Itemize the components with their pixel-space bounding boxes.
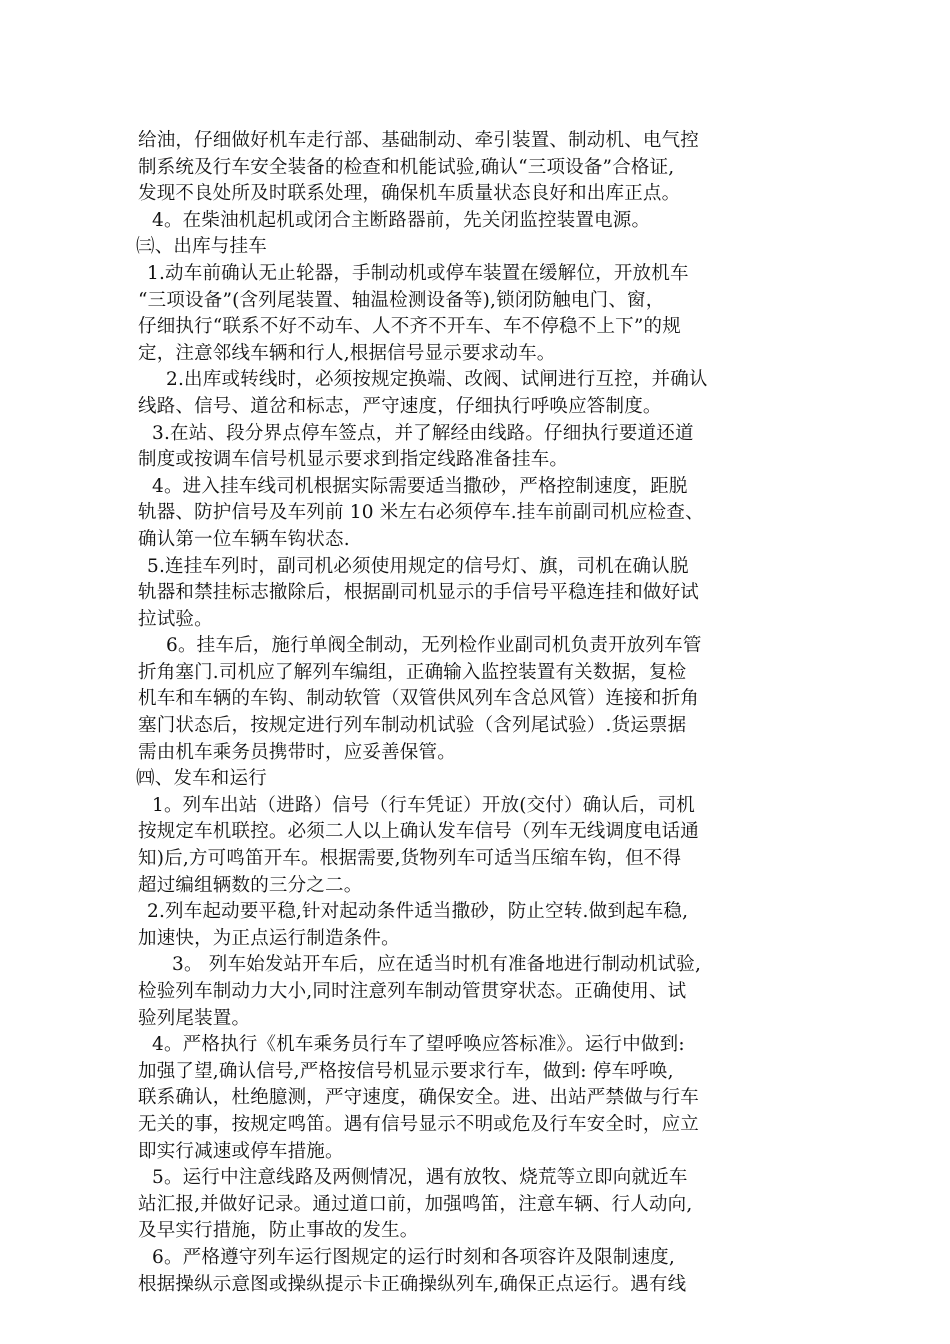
section-heading: ㈣、发车和运行	[136, 768, 267, 790]
text-line: 给油，仔细做好机车走行部、基础制动、牵引装置、制动机、电气控	[138, 130, 700, 151]
text-line: 5。运行中注意线路及两侧情况，遇有放牧、烧荒等立即向就近车	[152, 1167, 688, 1189]
text-line: 线路、信号、道岔和标志，严守速度，仔细执行呼唤应答制度。	[138, 395, 662, 417]
text-line: 无关的事，按规定鸣笛。遇有信号显示不明或危及行车安全时，应立	[138, 1113, 700, 1135]
text-line: 机车和车辆的车钩、制动软管（双管供风列车含总风管）连接和折角	[138, 688, 700, 710]
text-line: 验列尾装置。	[138, 1007, 251, 1029]
text-line: 6。挂车后，施行单阀全制动，无列检作业副司机负责开放列车管	[166, 635, 702, 657]
text-line: 加速快，为正点运行制造条件。	[138, 927, 400, 949]
text-line: 检验列车制动力大小,同时注意列车制动管贯穿状态。正确使用、试	[138, 981, 687, 1002]
text-line: 站汇报,并做好记录。通过道口前，加强鸣笛，注意车辆、行人动向,	[138, 1193, 693, 1215]
text-line: 1.动车前确认无止轮器，手制动机或停车装置在缓解位，开放机车	[147, 262, 689, 284]
text-line: 即实行减速或停车措施。	[138, 1140, 344, 1162]
text-line: 4。在柴油机起机或闭合主断路器前，先关闭监控装置电源。	[152, 209, 651, 231]
document-body	[138, 128, 828, 1298]
text-line: 折角塞门.司机应了解列车编组，正确输入监控装置有关数据，复检	[138, 661, 687, 683]
text-line: 超过编组辆数的三分之二。	[138, 874, 363, 896]
text-line: 6。严格遵守列车运行图规定的运行时刻和各项容许及限制速度,	[152, 1246, 675, 1268]
text-line: 4。进入挂车线司机根据实际需要适当撒砂，严格控制速度，距脱	[152, 475, 688, 497]
text-line: 确认第一位车辆车钩状态.	[138, 528, 350, 550]
text-line: 根据操纵示意图或操纵提示卡正确操纵列车,确保正点运行。遇有线	[138, 1273, 687, 1295]
text-line: 制系统及行车安全装备的检查和机能试验,确认“三项设备”合格证,	[138, 156, 675, 178]
text-line: 轨器、防护信号及车列前 10 米左右必须停车.挂车前副司机应检查、	[138, 502, 704, 524]
text-line: 制度或按调车信号机显示要求到指定线路准备挂车。	[138, 449, 569, 471]
text-line: 塞门状态后，按规定进行列车制动机试验（含列尾试验）.货运票据	[138, 715, 687, 737]
text-line: 发现不良处所及时联系处理，确保机车质量状态良好和出库正点。	[138, 183, 681, 205]
text-line: 知)后,方可鸣笛开车。根据需要,货物列车可适当压缩车钩，但不得	[138, 848, 682, 870]
text-line: 2.列车起动要平稳,针对起动条件适当撒砂，防止空转.做到起车稳,	[147, 901, 689, 923]
text-line: 3.在站、段分界点停车签点，并了解经由线路。仔细执行要道还道	[152, 422, 694, 444]
text-line: 需由机车乘务员携带时，应妥善保管。	[138, 741, 456, 763]
text-line: 定，注意邻线车辆和行人,根据信号显示要求动车。	[138, 342, 556, 364]
text-line: 轨器和禁挂标志撤除后，根据副司机显示的手信号平稳连挂和做好试	[138, 582, 700, 604]
text-line: 及早实行措施，防止事故的发生。	[138, 1220, 419, 1242]
text-line: 3。 列车始发站开车后，应在适当时机有准备地进行制动机试验,	[172, 954, 702, 976]
text-line: 5.连挂车列时，副司机必须使用规定的信号灯、旗，司机在确认脱	[147, 555, 689, 577]
section-heading: ㈢、出库与挂车	[136, 236, 267, 258]
text-line: 1。列车出站（进路）信号（行车凭证）开放(交付）确认后，司机	[152, 794, 695, 816]
text-line: 联系确认，杜绝臆测，严守速度，确保安全。进、出站严禁做与行车	[138, 1087, 700, 1109]
text-line: 拉试验。	[138, 608, 213, 630]
text-line: 4。严格执行《机车乘务员行车了望呼唤应答标准》。运行中做到:	[152, 1034, 685, 1056]
text-line: “三项设备”(含列尾装置、轴温检测设备等),锁闭防触电门、窗，	[138, 289, 665, 311]
text-line: 仔细执行“联系不好不动车、人不齐不开车、车不停稳不上下”的规	[138, 316, 681, 338]
text-line: 按规定车机联控。必须二人以上确认发车信号（列车无线调度电话通	[138, 821, 700, 843]
text-line: 加强了望,确认信号,严格按信号机显示要求行车，做到: 停车呼唤,	[138, 1060, 674, 1082]
text-line: 2.出库或转线时，必须按规定换端、改阀、试闸进行互控，并确认	[166, 369, 708, 391]
